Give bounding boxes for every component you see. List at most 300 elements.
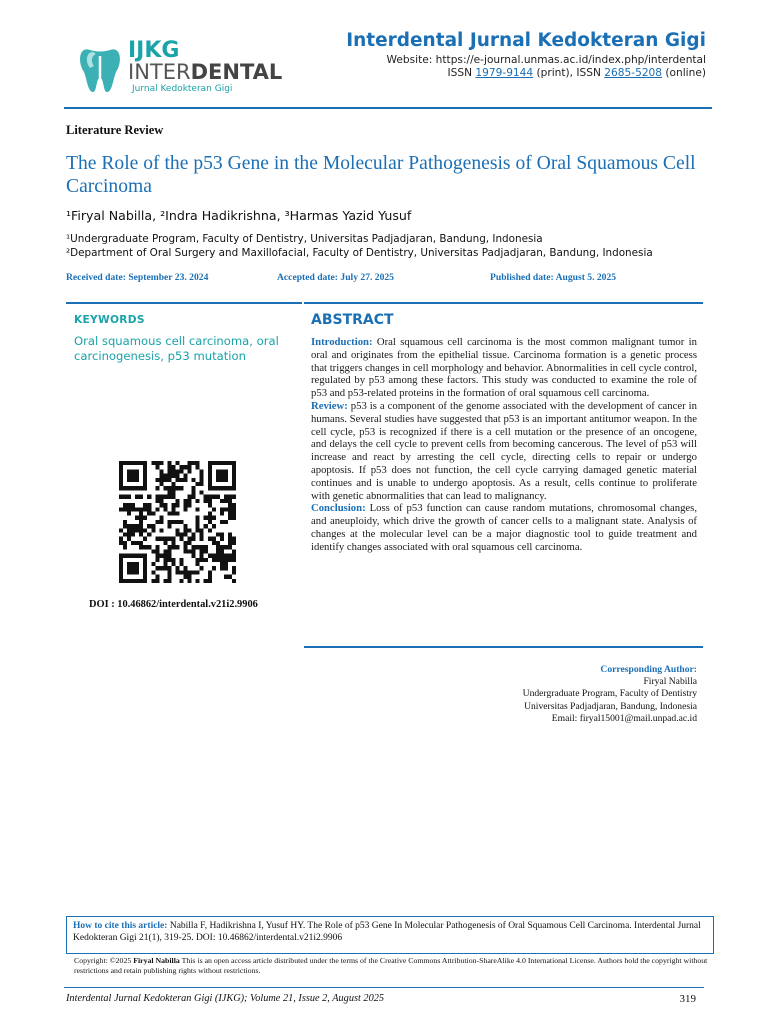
qr-module [232, 486, 236, 490]
qr-module [175, 511, 179, 515]
qr-module [171, 562, 175, 566]
qr-module [180, 558, 184, 562]
qr-module [135, 507, 139, 511]
qr-module [139, 545, 143, 549]
qr-module [167, 575, 171, 579]
qr-module [208, 528, 212, 532]
qr-module [220, 554, 224, 558]
qr-module [123, 507, 127, 511]
qr-module [155, 554, 159, 558]
qr-module [171, 495, 175, 499]
qr-module [139, 516, 143, 520]
qr-module [163, 549, 167, 553]
qr-module [127, 478, 131, 482]
qr-module [228, 541, 232, 545]
qr-module [119, 558, 123, 562]
qr-module [212, 558, 216, 562]
footer-citation: Interdental Jurnal Kedokteran Gigi (IJKG); Volume 21, Issue 2, August 2025 [66, 993, 385, 1004]
qr-module [143, 461, 147, 465]
qr-module [159, 516, 163, 520]
qr-module [216, 461, 220, 465]
qr-module [131, 570, 135, 574]
qr-module [180, 486, 184, 490]
qr-module [196, 520, 200, 524]
qr-module [119, 570, 123, 574]
qr-module [171, 558, 175, 562]
qr-module [232, 554, 236, 558]
qr-module [232, 579, 236, 583]
qr-module [232, 570, 236, 574]
qr-module [143, 474, 147, 478]
qr-module [220, 545, 224, 549]
qr-module [216, 469, 220, 473]
qr-module [167, 511, 171, 515]
abstract-body [311, 336, 697, 554]
qr-module [119, 474, 123, 478]
qr-module [220, 537, 224, 541]
qr-module [200, 533, 204, 537]
qr-module [208, 474, 212, 478]
qr-module [224, 486, 228, 490]
qr-module [171, 469, 175, 473]
qr-module [212, 507, 216, 511]
qr-module [167, 486, 171, 490]
qr-module [175, 478, 179, 482]
qr-module [220, 562, 224, 566]
qr-module [171, 537, 175, 541]
qr-module [167, 558, 171, 562]
qr-module [192, 554, 196, 558]
qr-module [200, 549, 204, 553]
qr-module [175, 566, 179, 570]
qr-module [188, 570, 192, 574]
qr-module [135, 570, 139, 574]
qr-module [143, 503, 147, 507]
header-divider [64, 107, 712, 109]
qr-module [171, 503, 175, 507]
qr-module [151, 549, 155, 553]
qr-module [167, 554, 171, 558]
corresponding-name: Firyal Nabilla [643, 676, 697, 688]
qr-module [127, 533, 131, 537]
qr-module [232, 482, 236, 486]
qr-module [131, 478, 135, 482]
qr-module [119, 528, 123, 532]
qr-module [220, 566, 224, 570]
qr-module [119, 575, 123, 579]
qr-module [143, 545, 147, 549]
qr-module [196, 558, 200, 562]
qr-module [196, 516, 200, 520]
qr-module [228, 499, 232, 503]
citation-text: Nabilla F, Hadikrishna I, Yusuf HY. The Role of p53 Gene In Molecular Pathogenesis of Oral Squamous Cell Carcinoma. Interdental Jurnal Kedokteran Gigi 21(1), 319-25. DOI: 10.46862/interdental.v21i2.9906 [73, 921, 701, 943]
qr-module [143, 478, 147, 482]
qr-module [212, 566, 216, 570]
qr-module [208, 461, 212, 465]
qr-module [175, 499, 179, 503]
qr-module [208, 486, 212, 490]
qr-module [216, 541, 220, 545]
qr-module [184, 533, 188, 537]
qr-module [159, 478, 163, 482]
qr-module [135, 524, 139, 528]
qr-module [159, 461, 163, 465]
qr-module [139, 486, 143, 490]
qr-module [167, 461, 171, 465]
qr-module [131, 528, 135, 532]
journal-issn: ISSN 1979-9144 (print), ISSN 2685-5208 (online) [447, 67, 706, 79]
qr-module [196, 461, 200, 465]
qr-module [171, 541, 175, 545]
qr-module [159, 566, 163, 570]
qr-module [220, 558, 224, 562]
qr-module [212, 486, 216, 490]
author-list: ¹Firyal Nabilla, ²Indra Hadikrishna, ³Harmas Yazid Yusuf [66, 208, 412, 223]
qr-module [119, 478, 123, 482]
qr-module [147, 524, 151, 528]
qr-module [147, 511, 151, 515]
qr-module [151, 528, 155, 532]
qr-module [143, 558, 147, 562]
qr-module [220, 520, 224, 524]
qr-module [119, 507, 123, 511]
qr-module [232, 507, 236, 511]
doi-label[interactable]: DOI : 10.46862/interdental.v21i2.9906 [89, 599, 258, 610]
journal-website[interactable]: Website: https://e-journal.unmas.ac.id/index.php/interdental [386, 54, 706, 66]
qr-module [119, 465, 123, 469]
qr-module [123, 579, 127, 583]
qr-module [232, 465, 236, 469]
qr-module [232, 495, 236, 499]
qr-module [135, 474, 139, 478]
qr-module [175, 545, 179, 549]
citation-box [66, 916, 714, 954]
qr-module [155, 507, 159, 511]
qr-module [175, 503, 179, 507]
qr-module [220, 511, 224, 515]
qr-module [228, 486, 232, 490]
corresponding-line1: Undergraduate Program, Faculty of Dentistry [522, 688, 697, 700]
qr-module [212, 541, 216, 545]
qr-module [184, 478, 188, 482]
qr-module [155, 549, 159, 553]
qr-module [163, 541, 167, 545]
qr-module [155, 478, 159, 482]
qr-module [204, 579, 208, 583]
qr-module [228, 575, 232, 579]
qr-module [163, 566, 167, 570]
qr-module [143, 566, 147, 570]
qr-module [188, 549, 192, 553]
qr-module [139, 554, 143, 558]
qr-module [167, 469, 171, 473]
qr-module [123, 554, 127, 558]
qr-module [171, 486, 175, 490]
qr-module [119, 566, 123, 570]
abstract-conclusion: Conclusion: Loss of p53 function can cause random mutations, chromosomal changes, and aneuploidy, which drive the growth of cancer cells to a malignant state. Analysis of changes at the molecular level can be a major diagnostic tool to guide treatment and identify changes associated with oral squamous cell carcinoma. [311, 502, 697, 553]
qr-module [143, 486, 147, 490]
qr-module [216, 486, 220, 490]
qr-module [220, 486, 224, 490]
qr-module [196, 562, 200, 566]
article-title: The Role of the p53 Gene in the Molecular Pathogenesis of Oral Squamous Cell Carcinoma [66, 153, 696, 197]
qr-module [167, 490, 171, 494]
qr-module [228, 537, 232, 541]
qr-module [171, 545, 175, 549]
qr-module [167, 566, 171, 570]
qr-module [167, 549, 171, 553]
qr-module [212, 516, 216, 520]
qr-module [204, 549, 208, 553]
qr-module [220, 461, 224, 465]
qr-module [127, 570, 131, 574]
qr-module [228, 545, 232, 549]
qr-module [224, 558, 228, 562]
article-type: Literature Review [66, 123, 164, 137]
qr-module [139, 495, 143, 499]
qr-module [184, 570, 188, 574]
qr-module [180, 520, 184, 524]
qr-module [184, 545, 188, 549]
qr-module [143, 562, 147, 566]
qr-module [180, 533, 184, 537]
received-date: Received date: September 23. 2024 [66, 272, 209, 283]
qr-module [151, 524, 155, 528]
abstract-review: Review: p53 is a component of the genome associated with the development of cancer in humans. Several studies have suggested that p53 is an important antitumor weapon. In the cell cycle, p53 is recognized if there is a cell mutation or the presence of an oncogene, and delays the cell cycle to prevent cells from becoming cancerous. The level of p53 will increase and react by arresting the cell cycle, directing cells to repair or undergo apoptosis. If p53 does not function, the cell cycle carrying damaged genetic material continues and is unable to undergo apoptosis. As a result, cells continue to proliferate with genetic abnormalities that can lead to malignancy. [311, 399, 697, 502]
abstract-heading: ABSTRACT [311, 312, 394, 328]
logo-abbr: IJKG [128, 38, 180, 63]
qr-module [204, 524, 208, 528]
qr-module [155, 575, 159, 579]
qr-module [143, 482, 147, 486]
qr-module [131, 507, 135, 511]
qr-module [131, 524, 135, 528]
qr-module [167, 474, 171, 478]
qr-module [127, 486, 131, 490]
qr-module [163, 474, 167, 478]
qr-module [216, 545, 220, 549]
corresponding-email[interactable]: Email: firyal15001@mail.unpad.ac.id [551, 712, 697, 724]
qr-module [184, 503, 188, 507]
qr-module [180, 579, 184, 583]
qr-module [208, 516, 212, 520]
qr-module [147, 495, 151, 499]
qr-module [147, 503, 151, 507]
qr-module [131, 486, 135, 490]
qr-module [204, 545, 208, 549]
qr-module [119, 469, 123, 473]
qr-module [224, 507, 228, 511]
qr-module [155, 461, 159, 465]
qr-module [192, 495, 196, 499]
qr-module [131, 579, 135, 583]
qr-module [131, 503, 135, 507]
qr-module [163, 558, 167, 562]
qr-module [119, 486, 123, 490]
qr-module [159, 520, 163, 524]
qr-module [167, 495, 171, 499]
qr-module [175, 461, 179, 465]
qr-module [208, 570, 212, 574]
qr-module [224, 520, 228, 524]
qr-module [220, 533, 224, 537]
qr-module [135, 516, 139, 520]
qr-module [151, 511, 155, 515]
qr-module [159, 482, 163, 486]
qr-module [131, 562, 135, 566]
qr-module [155, 558, 159, 562]
qr-module [159, 469, 163, 473]
qr-module [127, 507, 131, 511]
qr-module [232, 549, 236, 553]
qr-module [232, 558, 236, 562]
qr-module [155, 520, 159, 524]
qr-module [208, 465, 212, 469]
qr-module [143, 469, 147, 473]
qr-module [139, 461, 143, 465]
qr-module [131, 474, 135, 478]
qr-module [151, 579, 155, 583]
qr-module [196, 579, 200, 583]
journal-logo [76, 38, 316, 98]
qr-module [119, 537, 123, 541]
qr-module [131, 554, 135, 558]
qr-module [131, 541, 135, 545]
qr-module [232, 541, 236, 545]
journal-title: Interdental Jurnal Kedokteran Gigi [346, 30, 706, 51]
qr-module [192, 545, 196, 549]
logo-tagline: Jurnal Kedokteran Gigi [132, 84, 233, 94]
qr-module [188, 575, 192, 579]
qr-module [188, 495, 192, 499]
qr-module [224, 469, 228, 473]
qr-module [212, 524, 216, 528]
qr-code-icon [119, 461, 236, 583]
qr-module [212, 554, 216, 558]
citation-label: How to cite this article: [73, 921, 168, 931]
doi-qr-code[interactable] [119, 461, 236, 583]
qr-module [123, 503, 127, 507]
qr-module [163, 562, 167, 566]
qr-module [143, 528, 147, 532]
qr-module [167, 520, 171, 524]
qr-module [171, 520, 175, 524]
qr-module [220, 507, 224, 511]
qr-module [171, 465, 175, 469]
qr-module [232, 537, 236, 541]
qr-module [184, 541, 188, 545]
qr-module [216, 558, 220, 562]
issn-print-link[interactable]: 1979-9144 [475, 67, 534, 79]
qr-module [228, 461, 232, 465]
qr-module [119, 562, 123, 566]
qr-module [220, 478, 224, 482]
qr-module [232, 461, 236, 465]
qr-module [200, 482, 204, 486]
qr-module [192, 570, 196, 574]
qr-module [159, 528, 163, 532]
qr-module [139, 524, 143, 528]
qr-module [131, 469, 135, 473]
qr-module [228, 554, 232, 558]
qr-module [155, 537, 159, 541]
qr-module [224, 575, 228, 579]
qr-module [155, 495, 159, 499]
qr-module [228, 533, 232, 537]
qr-module [127, 469, 131, 473]
qr-module [180, 570, 184, 574]
qr-module [171, 507, 175, 511]
qr-module [188, 541, 192, 545]
qr-module [163, 537, 167, 541]
qr-module [232, 566, 236, 570]
keywords-heading: KEYWORDS [74, 314, 145, 326]
qr-module [171, 511, 175, 515]
qr-module [167, 524, 171, 528]
qr-module [216, 495, 220, 499]
qr-module [228, 507, 232, 511]
qr-module [184, 575, 188, 579]
abstract-divider-top [304, 302, 703, 304]
qr-module [175, 520, 179, 524]
keywords-text: Oral squamous cell carcinoma, oral carcinogenesis, p53 mutation [74, 334, 279, 363]
abstract-divider-bottom [304, 646, 703, 648]
qr-module [167, 570, 171, 574]
qr-module [220, 474, 224, 478]
qr-module [127, 503, 131, 507]
qr-module [188, 461, 192, 465]
qr-module [155, 545, 159, 549]
qr-module [188, 499, 192, 503]
corresponding-line2: Universitas Padjadjaran, Bandung, Indonesia [524, 700, 697, 712]
qr-module [127, 461, 131, 465]
qr-module [143, 465, 147, 469]
qr-module [155, 566, 159, 570]
qr-module [139, 507, 143, 511]
qr-module [143, 554, 147, 558]
qr-module [196, 570, 200, 574]
qr-module [131, 566, 135, 570]
qr-module [232, 503, 236, 507]
qr-module [135, 579, 139, 583]
issn-online-link[interactable]: 2685-5208 [604, 67, 663, 79]
qr-module [212, 537, 216, 541]
copyright-notice: Copyright: ©2025 Firyal Nabilla This is an open access article distributed under the terms of the Creative Commons Attribution-ShareAlike 4.0 International License. Authors hold the copyright without restrictions and retain publishing rights without restrictions. [74, 956, 708, 975]
qr-module [220, 499, 224, 503]
qr-module [167, 465, 171, 469]
qr-module [171, 490, 175, 494]
qr-module [127, 554, 131, 558]
qr-module [192, 478, 196, 482]
qr-module [188, 503, 192, 507]
qr-module [147, 545, 151, 549]
affiliation-1: ¹Undergraduate Program, Faculty of Dentistry, Universitas Padjadjaran, Bandung, Indonesia [66, 233, 543, 245]
qr-module [127, 495, 131, 499]
qr-module [155, 486, 159, 490]
qr-module [119, 482, 123, 486]
qr-module [163, 486, 167, 490]
page-number: 319 [679, 993, 696, 1005]
qr-module [208, 499, 212, 503]
qr-module [163, 507, 167, 511]
qr-module [180, 469, 184, 473]
qr-module [184, 474, 188, 478]
qr-module [159, 537, 163, 541]
qr-module [167, 579, 171, 583]
qr-module [208, 575, 212, 579]
qr-module [159, 495, 163, 499]
qr-module [119, 541, 123, 545]
